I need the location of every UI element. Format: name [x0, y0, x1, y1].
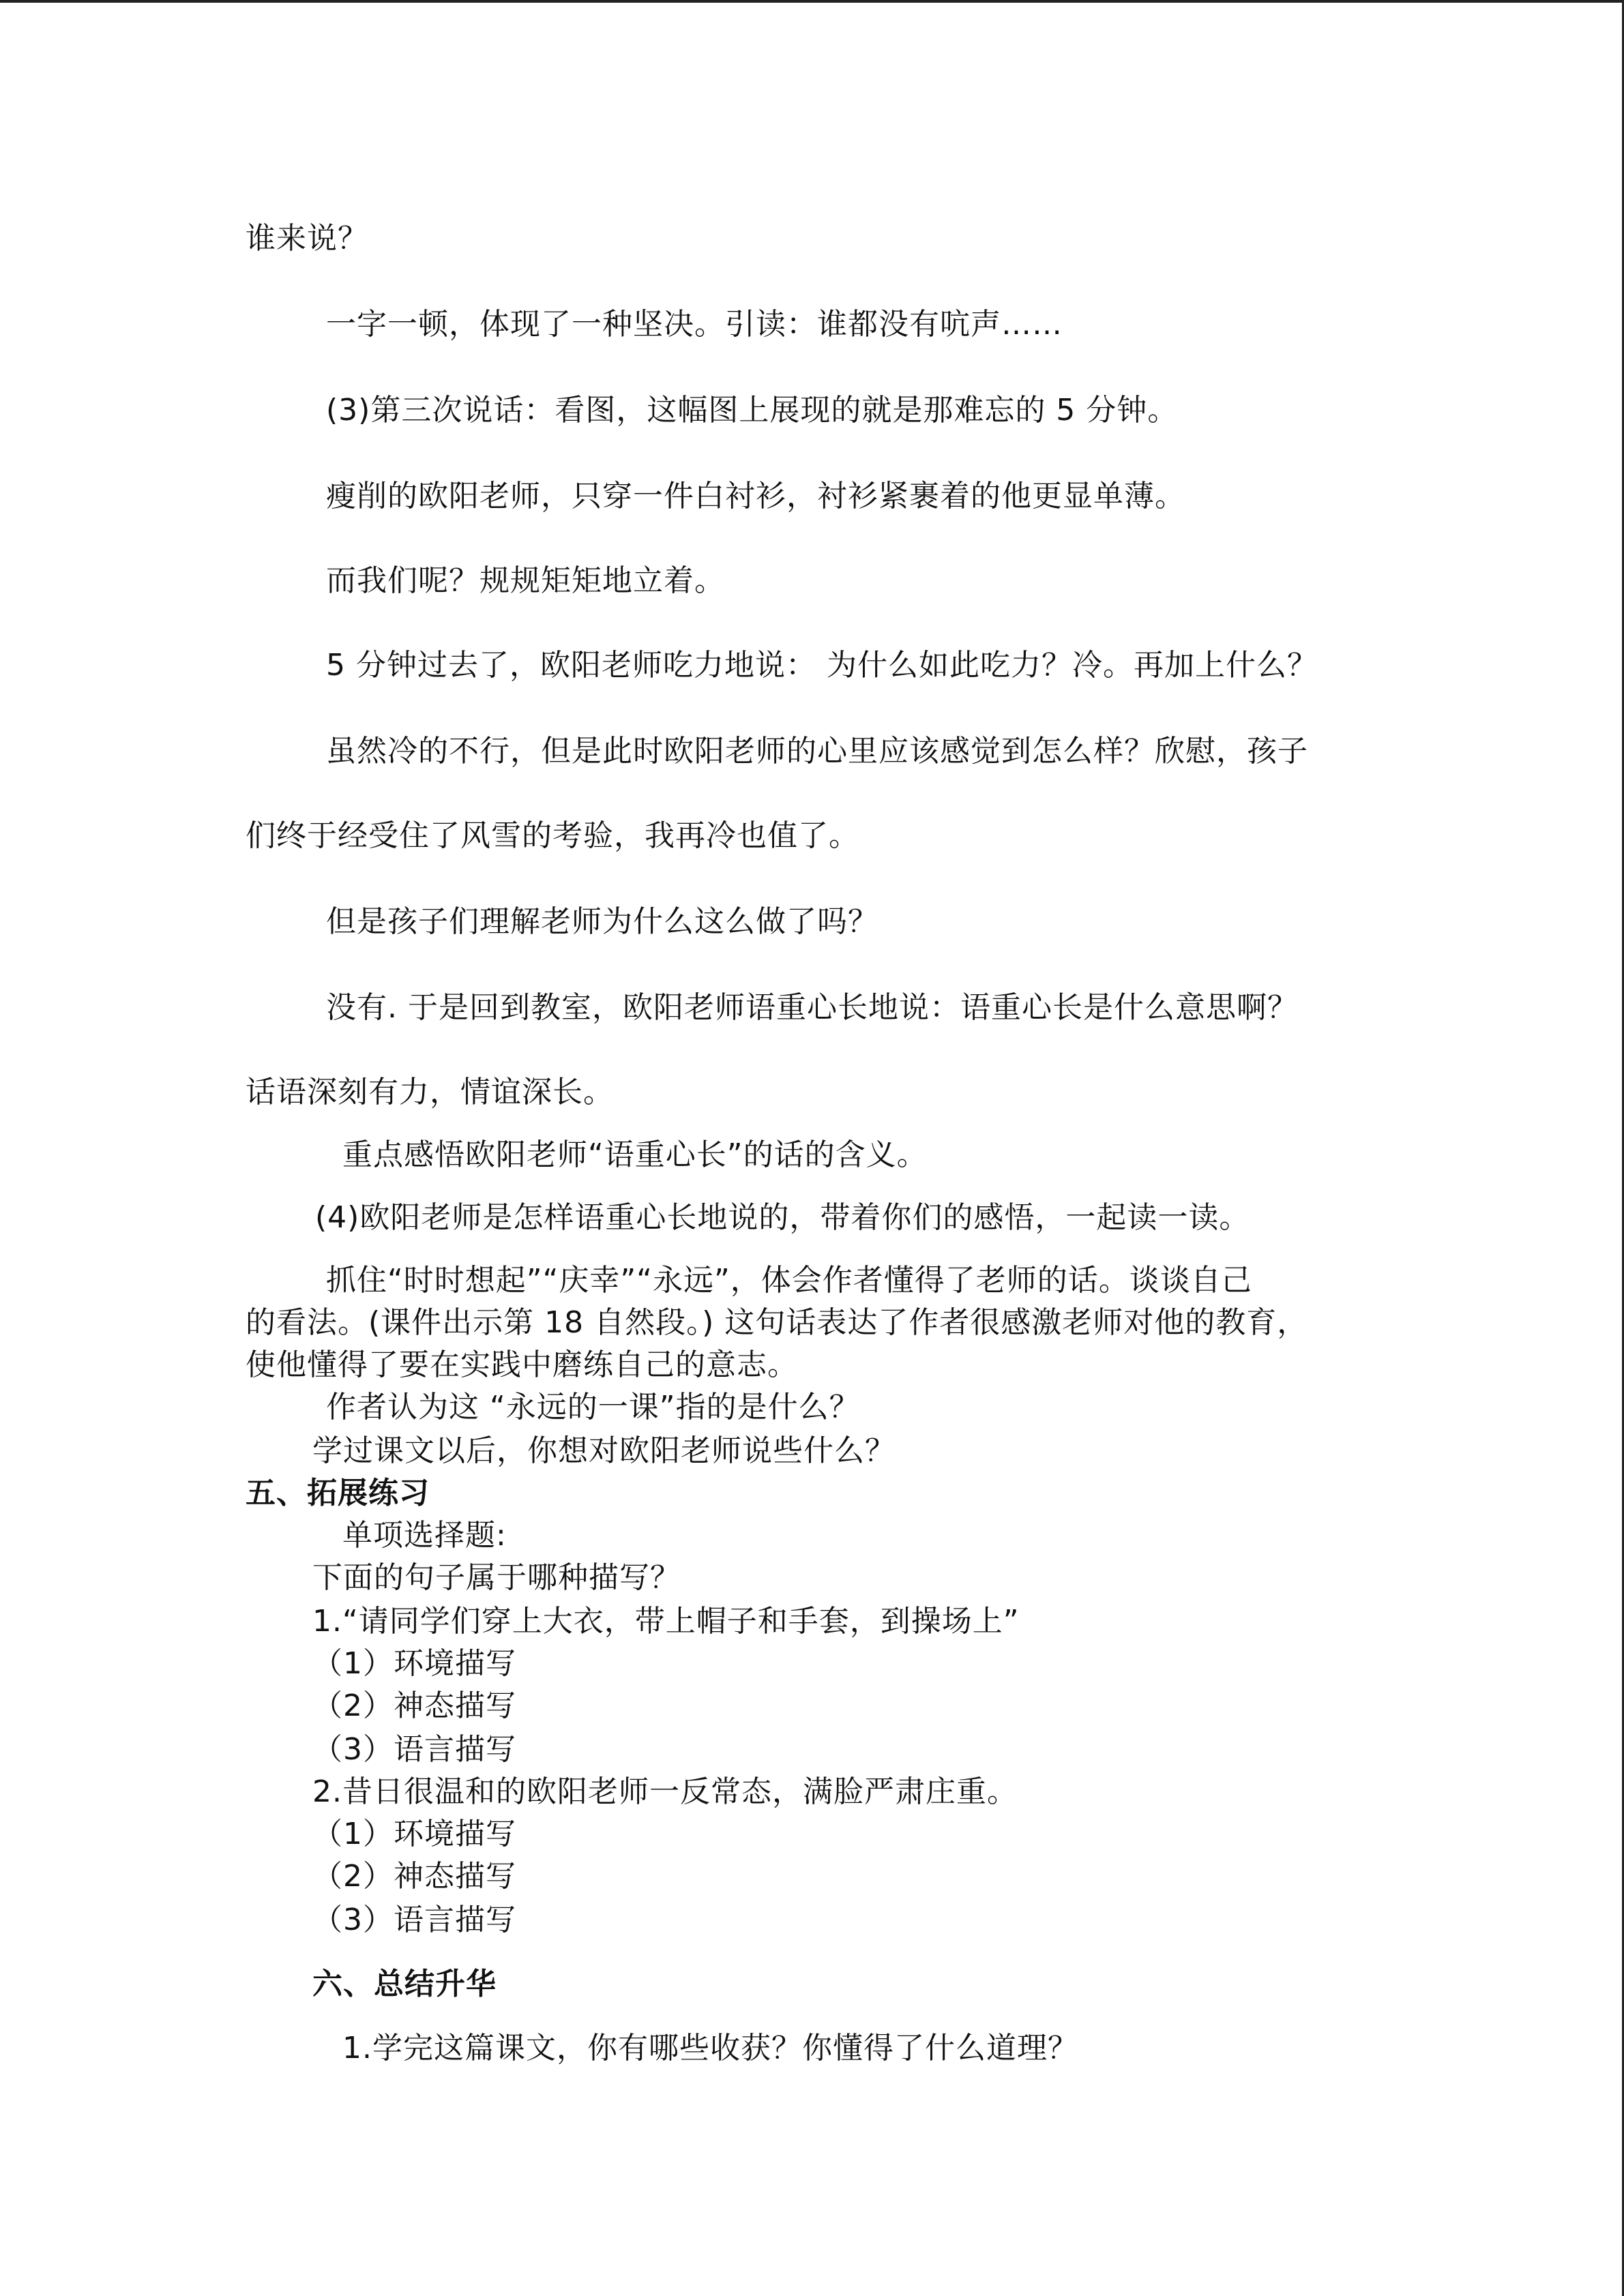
page-top-border	[0, 0, 1624, 3]
text-line-11: 话语深刻有力，情谊深长。	[246, 1075, 614, 1109]
question-1-option-2: （2）神态描写	[312, 1688, 516, 1723]
text-line-7: 虽然冷的不行，但是此时欧阳老师的心里应该感觉到怎么样？欣慰，孩子	[326, 734, 1308, 769]
text-line-14: 抓住“时时想起”“庆幸”“永远”，体会作者懂得了老师的话。谈谈自己	[326, 1263, 1252, 1298]
text-line-1: 谁来说？	[246, 221, 368, 256]
question-type: 单项选择题:	[342, 1518, 507, 1553]
question-1-option-3: （3）语言描写	[312, 1732, 516, 1767]
text-line-12: 重点感悟欧阳老师“语重心长”的话的含义。	[342, 1137, 928, 1172]
question-2-option-1: （1）环境描写	[312, 1817, 516, 1851]
question-1: 1.“请同学们穿上大衣，带上帽子和手套，到操场上”	[312, 1604, 1020, 1639]
text-line-6: 5 分钟过去了，欧阳老师吃力地说： 为什么如此吃力？冷。再加上什么？	[326, 648, 1318, 683]
text-line-18: 学过课文以后，你想对欧阳老师说些什么？	[312, 1433, 896, 1468]
text-line-15: 的看法。(课件出示第 18 自然段。) 这句话表达了作者很感激老师对他的教育，	[246, 1305, 1308, 1340]
question-2-option-2: （2）神态描写	[312, 1859, 516, 1894]
text-line-5: 而我们呢？规规矩矩地立着。	[326, 563, 725, 598]
text-line-3: (3)第三次说话：看图，这幅图上展现的就是那难忘的 5 分钟。	[326, 393, 1179, 428]
text-line-10: 没有. 于是回到教室，欧阳老师语重心长地说：语重心长是什么意思啊？	[326, 990, 1298, 1025]
question-1-option-1: （1）环境描写	[312, 1646, 516, 1681]
summary-question: 1.学完这篇课文，你有哪些收获？你懂得了什么道理？	[342, 2031, 1078, 2066]
text-line-17: 作者认为这 “永远的一课”指的是什么？	[326, 1390, 860, 1425]
question-2-option-3: （3）语言描写	[312, 1903, 516, 1937]
text-line-9: 但是孩子们理解老师为什么这么做了吗？	[326, 904, 879, 939]
section-heading-5: 五、拓展练习	[246, 1476, 430, 1510]
text-line-4: 瘦削的欧阳老师，只穿一件白衬衫，衬衫紧裹着的他更显单薄。	[326, 479, 1185, 513]
text-line-2: 一字一顿，体现了一种坚决。引读：谁都没有吭声……	[326, 307, 1063, 342]
text-line-13: (4)欧阳老师是怎样语重心长地说的，带着你们的感悟，一起读一读。	[315, 1200, 1250, 1235]
text-line-16: 使他懂得了要在实践中磨练自己的意志。	[246, 1347, 798, 1382]
section-heading-6: 六、总结升华	[312, 1967, 497, 2001]
question-prompt: 下面的句子属于哪种描写？	[312, 1560, 681, 1595]
text-line-8: 们终于经受住了风雪的考验，我再冷也值了。	[246, 818, 859, 853]
question-2: 2.昔日很温和的欧阳老师一反常态，满脸严肃庄重。	[312, 1774, 1018, 1809]
